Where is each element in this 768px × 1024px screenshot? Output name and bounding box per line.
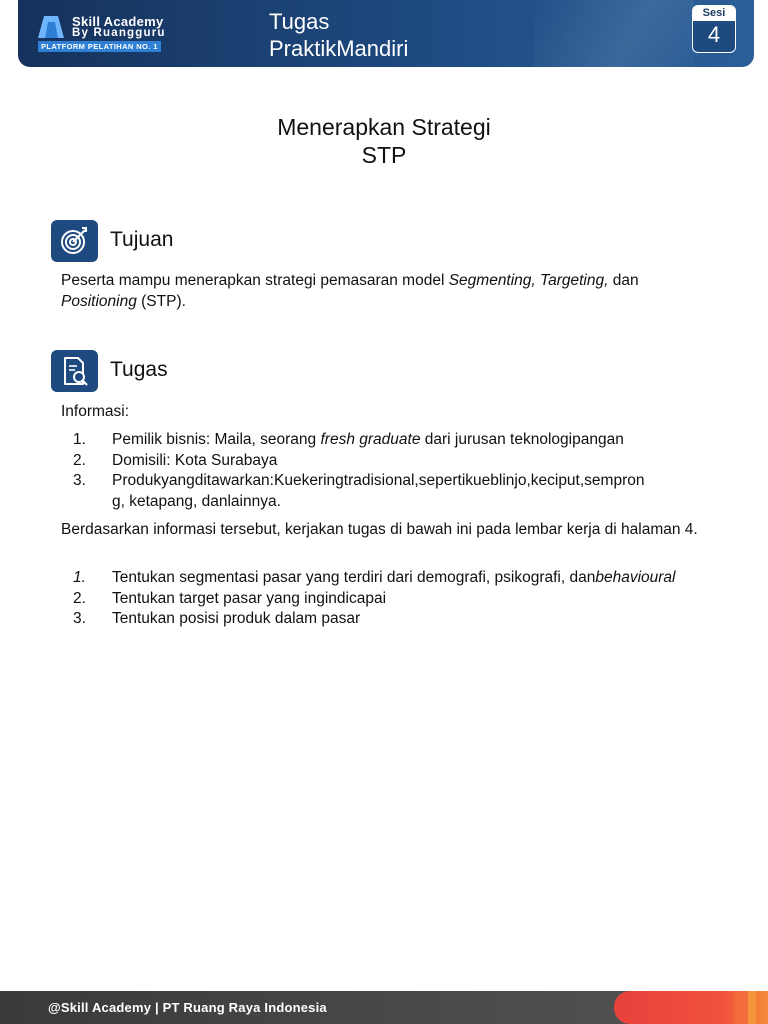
list-number: 1. (73, 569, 86, 586)
task-item-text: Tentukan posisi produk dalam pasar (112, 610, 361, 628)
session-label: Sesi (693, 6, 735, 21)
target-icon (51, 220, 98, 262)
task-item-italic: behavioural (595, 569, 676, 586)
header-title-line2: PraktikMandiri (269, 36, 409, 61)
footer-bar (0, 991, 768, 1024)
header-decoration (534, 0, 694, 67)
info-item-text-continued: g, ketapang, danlainnya. (112, 493, 281, 511)
tujuan-description (61, 270, 721, 312)
logo-badge: PLATFORM PELATIHAN NO. 1 (38, 41, 161, 52)
document-title-line2: STP (361, 142, 407, 168)
session-number: 4 (707, 22, 721, 47)
list-item (61, 430, 741, 451)
header-title (269, 8, 408, 62)
footer-text: @Skill Academy | PT Ruang Raya Indonesia (48, 1000, 327, 1015)
info-item-italic: fresh graduate (320, 431, 421, 448)
tujuan-text-italic2: Positioning (61, 293, 137, 310)
session-badge (692, 5, 736, 53)
header-banner (18, 0, 754, 67)
list-item (61, 609, 741, 630)
document-search-icon (51, 350, 98, 392)
list-number: 3. (73, 610, 86, 628)
logo-title: Skill Academy (72, 14, 164, 29)
footer-stripe (734, 991, 742, 1024)
tujuan-text-part3: (STP). (136, 293, 186, 310)
info-label: Informasi: (61, 403, 130, 420)
task-item-text: Tentukan target pasar yang ingindicapai (112, 589, 387, 607)
list-number: 3. (73, 472, 86, 490)
section-heading-tugas: Tugas (110, 358, 168, 381)
document-title (0, 113, 768, 169)
list-number: 2. (73, 589, 86, 607)
list-item (61, 451, 741, 472)
tujuan-text-part1: Peserta mampu menerapkan strategi pemasaran model (61, 272, 449, 289)
info-item-text: Produkyangditawarkan:Kuekeringtradisional,sepertikueblinjo,keciput,sempron (112, 472, 645, 490)
section-heading-tujuan: Tujuan (110, 228, 174, 251)
list-number: 1. (73, 431, 86, 448)
task-item-text: Tentukan segmentasi pasar yang terdiri dari demografi, psikografi, dan (112, 569, 596, 586)
info-item-text: Domisili: Kota Surabaya (112, 451, 278, 469)
logo-subtitle: By Ruangguru (72, 27, 166, 39)
skill-academy-logo (38, 14, 188, 54)
footer-accent-shape (614, 991, 768, 1024)
instruction-text: Berdasarkan informasi tersebut, kerjakan tugas di bawah ini pada lembar kerja di halaman 4. (61, 521, 698, 538)
info-item-text-end: dari jurusan teknologipangan (420, 431, 624, 448)
footer-stripe (748, 991, 756, 1024)
document-title-line1: Menerapkan Strategi (277, 114, 491, 140)
list-number: 2. (73, 451, 86, 469)
tujuan-text-part2: dan (608, 272, 639, 289)
task-list (61, 568, 741, 630)
list-item (61, 471, 741, 512)
tujuan-text-italic1: Segmenting, Targeting, (448, 272, 609, 289)
info-item-text: Pemilik bisnis: Maila, seorang (112, 431, 321, 448)
info-list (61, 430, 741, 513)
logo-mark-icon (38, 16, 64, 38)
list-item (61, 568, 741, 589)
list-item (61, 589, 741, 610)
header-title-line1: Tugas (269, 9, 330, 34)
